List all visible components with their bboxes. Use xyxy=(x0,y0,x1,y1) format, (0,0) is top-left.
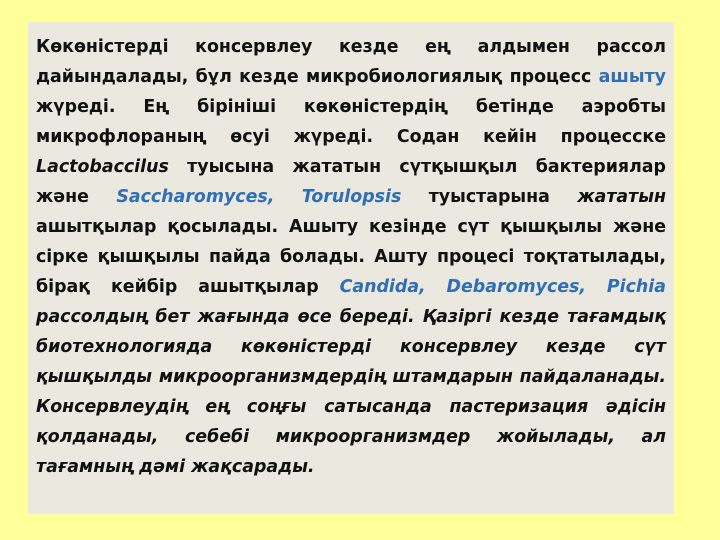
text-segment-italic: жататын xyxy=(577,187,666,207)
term-candida-debaromyces-pichia: Candida, Debaromyces, Pichia xyxy=(339,277,666,297)
term-saccharomyces-torulopsis: Saccharomyces, Torulopsis xyxy=(116,187,402,207)
text-segment-italic: рассолдың бет жағында өсе береді. Қазіргі кезде тағамдық биотехнологияда көкөністерді консервлеу кезде сүт қышқылды микроорганизмдердің штамдарын пайдаланады. Консервлеудің ең соңғы сатысанда пастеризация әдісін қолданады, себебі микроорганизмдер жойылады, ал тағамның дәмі жақсарады. xyxy=(36,307,666,477)
text-panel xyxy=(28,22,674,514)
term-fermentation: ашыту xyxy=(598,67,666,87)
text-segment: Көкөністерді консервлеу кезде ең алдымен рассол дайындалады, бұл кезде микробиологиялық процесс xyxy=(36,37,666,87)
text-segment: ашытқылар қосылады. Ашыту кезінде сүт қышқылы және сірке қышқылы пайда болады. Ашту процесі тоқтатылады, бірақ кейбір ашытқылар xyxy=(36,217,666,297)
term-lactobaccilus: Lactobaccilus xyxy=(36,157,169,177)
body-paragraph xyxy=(36,32,666,482)
text-segment: туыстарына xyxy=(401,187,578,207)
text-segment: туысына жататын сүтқышқыл бактериялар және xyxy=(36,157,666,207)
text-segment: жүреді. Ең бірініші көкөністердің бетінде аэробты микрофлораның өсуі жүреді. Содан кейін процесске xyxy=(36,97,666,147)
